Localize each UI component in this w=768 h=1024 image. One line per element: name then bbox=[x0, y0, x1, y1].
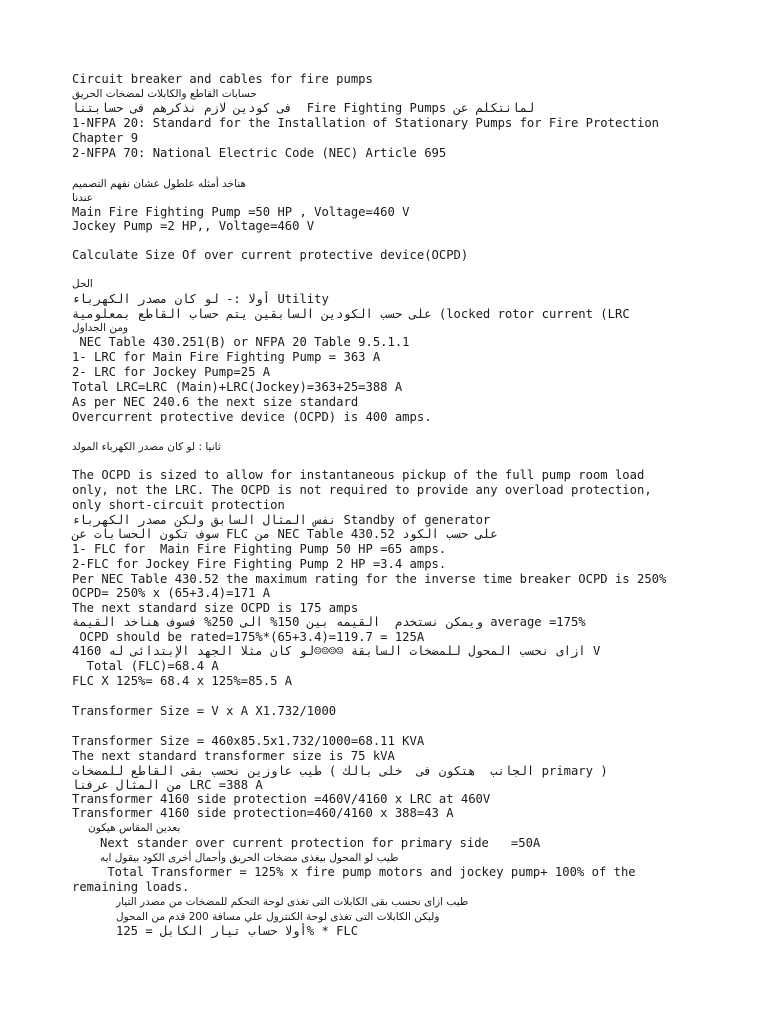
document-line: طيب ازاى نحسب بقى الكابلات التى تغذى لوحة التحكم للمضخات من مصدر التيار bbox=[116, 896, 469, 908]
document-line: بعدين المقاس هيكون bbox=[88, 822, 181, 834]
document-line: وليكن الكابلات التى تغذى لوحة الكنترول علي مسافة 200 قدم من المحول bbox=[116, 911, 440, 923]
document-line: 2- LRC for Jockey Pump=25 A bbox=[72, 365, 271, 379]
document-line: ويمكن نستخدم القيمه بين 150% الى 250% فسوف هناخد القيمة average =175% bbox=[72, 615, 586, 629]
document-line: NEC Table 430.251(B) or NFPA 20 Table 9.5.1.1 bbox=[72, 335, 410, 349]
document-line: نفس المثال السابق ولكن مصدر الكهرباء Standby of generator bbox=[72, 513, 491, 527]
document-line: Chapter 9 bbox=[72, 131, 139, 145]
document-line: أولا حساب تيار الكابل = 125% * FLC bbox=[116, 924, 359, 938]
document-line: only, not the LRC. The OCPD is not required to provide any overload protection, bbox=[72, 483, 652, 497]
document-line: هناخد أمثله علطول عشان نفهم التصميم bbox=[72, 178, 247, 190]
document-line: 2-NFPA 70: National Electric Code (NEC) Article 695 bbox=[72, 146, 447, 160]
document-line: طيب عاوزين نحسب بقى القاطع للمضخات ( الجانب هتكون فى خلى بالك primary ) bbox=[72, 764, 608, 778]
document-line: 2-FLC for Jockey Fire Fighting Pump 2 HP =3.4 amps. bbox=[72, 557, 447, 571]
document-line: Transformer 4160 side protection =460V/4160 x LRC at 460V bbox=[72, 792, 491, 806]
document-line: ثانيا : لو كان مصدر الكهرباء المولد bbox=[72, 441, 221, 453]
document-line: 1- FLC for Main Fire Fighting Pump 50 HP =65 amps. bbox=[72, 542, 447, 556]
document-line: FLC X 125%= 68.4 x 125%=85.5 A bbox=[72, 674, 293, 688]
document-line: Main Fire Fighting Pump =50 HP , Voltage=460 V bbox=[72, 205, 410, 219]
document-line: OCPD should be rated=175%*(65+3.4)=119.7 = 125A bbox=[72, 630, 425, 644]
document-line: Jockey Pump =2 HP,, Voltage=460 V bbox=[72, 219, 315, 233]
document-line: ازاى نحسب المحول للمضخات السابقة ☺☺☺☺لو كان مثلا الجهد الإبتدائى له 4160 V bbox=[72, 644, 601, 658]
document-line: على حسب الكودين السابقين يتم حساب القاطع بمعلومية (locked rotor current (LRC bbox=[72, 307, 630, 321]
document-line: فى كودين لازم نذكرهم فى حسابتنا Fire Fighting Pumps لمانتكلم عن bbox=[72, 101, 535, 115]
document-line: الحل bbox=[72, 278, 93, 290]
document-line: 1-NFPA 20: Standard for the Installation of Stationary Pumps for Fire Protection bbox=[72, 116, 659, 130]
document-line: OCPD= 250% x (65+3.4)=171 A bbox=[72, 586, 271, 600]
document-line: أولا :- لو كان مصدر الكهرباء Utility bbox=[72, 292, 329, 306]
document-line: Calculate Size Of over current protective device(OCPD) bbox=[72, 248, 469, 262]
document-title: Circuit breaker and cables for fire pumps bbox=[72, 72, 373, 86]
document-line: Transformer Size = V x A X1.732/1000 bbox=[72, 704, 337, 718]
document-line: Overcurrent protective device (OCPD) is 400 amps. bbox=[72, 410, 432, 424]
document-line: عندنا bbox=[72, 192, 94, 204]
document-line: The next standard transformer size is 75 kVA bbox=[72, 749, 395, 763]
document-line: Total (FLC)=68.4 A bbox=[72, 659, 219, 673]
document-line: The next standard size OCPD is 175 amps bbox=[72, 601, 359, 615]
document-line: Transformer 4160 side protection=460/4160 x 388=43 A bbox=[72, 806, 454, 820]
document-line: Next stander over current protection for primary side =50A bbox=[100, 836, 541, 850]
document-line: Transformer Size = 460x85.5x1.732/1000=68.11 KVA bbox=[72, 734, 425, 748]
document-line: Per NEC Table 430.52 the maximum rating for the inverse time breaker OCPD is 250% bbox=[72, 572, 667, 586]
document-line: سوف تكون الحسابات عن FLC من NEC Table 430.52 على حسب الكود bbox=[72, 527, 498, 541]
document-line: 1- LRC for Main Fire Fighting Pump = 363 A bbox=[72, 350, 381, 364]
document-line: only short-circuit protection bbox=[72, 498, 285, 512]
document-line: طيب لو المحول بيغذى مضخات الحريق وأحمال أخرى الكود بيقول ايه bbox=[100, 852, 399, 864]
document-line: ومن الجداول bbox=[72, 322, 129, 334]
document-line: Total Transformer = 125% x fire pump motors and jockey pump+ 100% of the bbox=[100, 865, 636, 879]
document-line: من المثال عرفنا LRC =388 A bbox=[72, 778, 263, 792]
document-line: As per NEC 240.6 the next size standard bbox=[72, 395, 359, 409]
document-line: Total LRC=LRC (Main)+LRC(Jockey)=363+25=388 A bbox=[72, 380, 403, 394]
document-line: The OCPD is sized to allow for instantaneous pickup of the full pump room load bbox=[72, 468, 645, 482]
document-line: remaining loads. bbox=[72, 880, 190, 894]
document-line: حسابات القاطع والكابلات لمضخات الحريق bbox=[72, 88, 257, 100]
